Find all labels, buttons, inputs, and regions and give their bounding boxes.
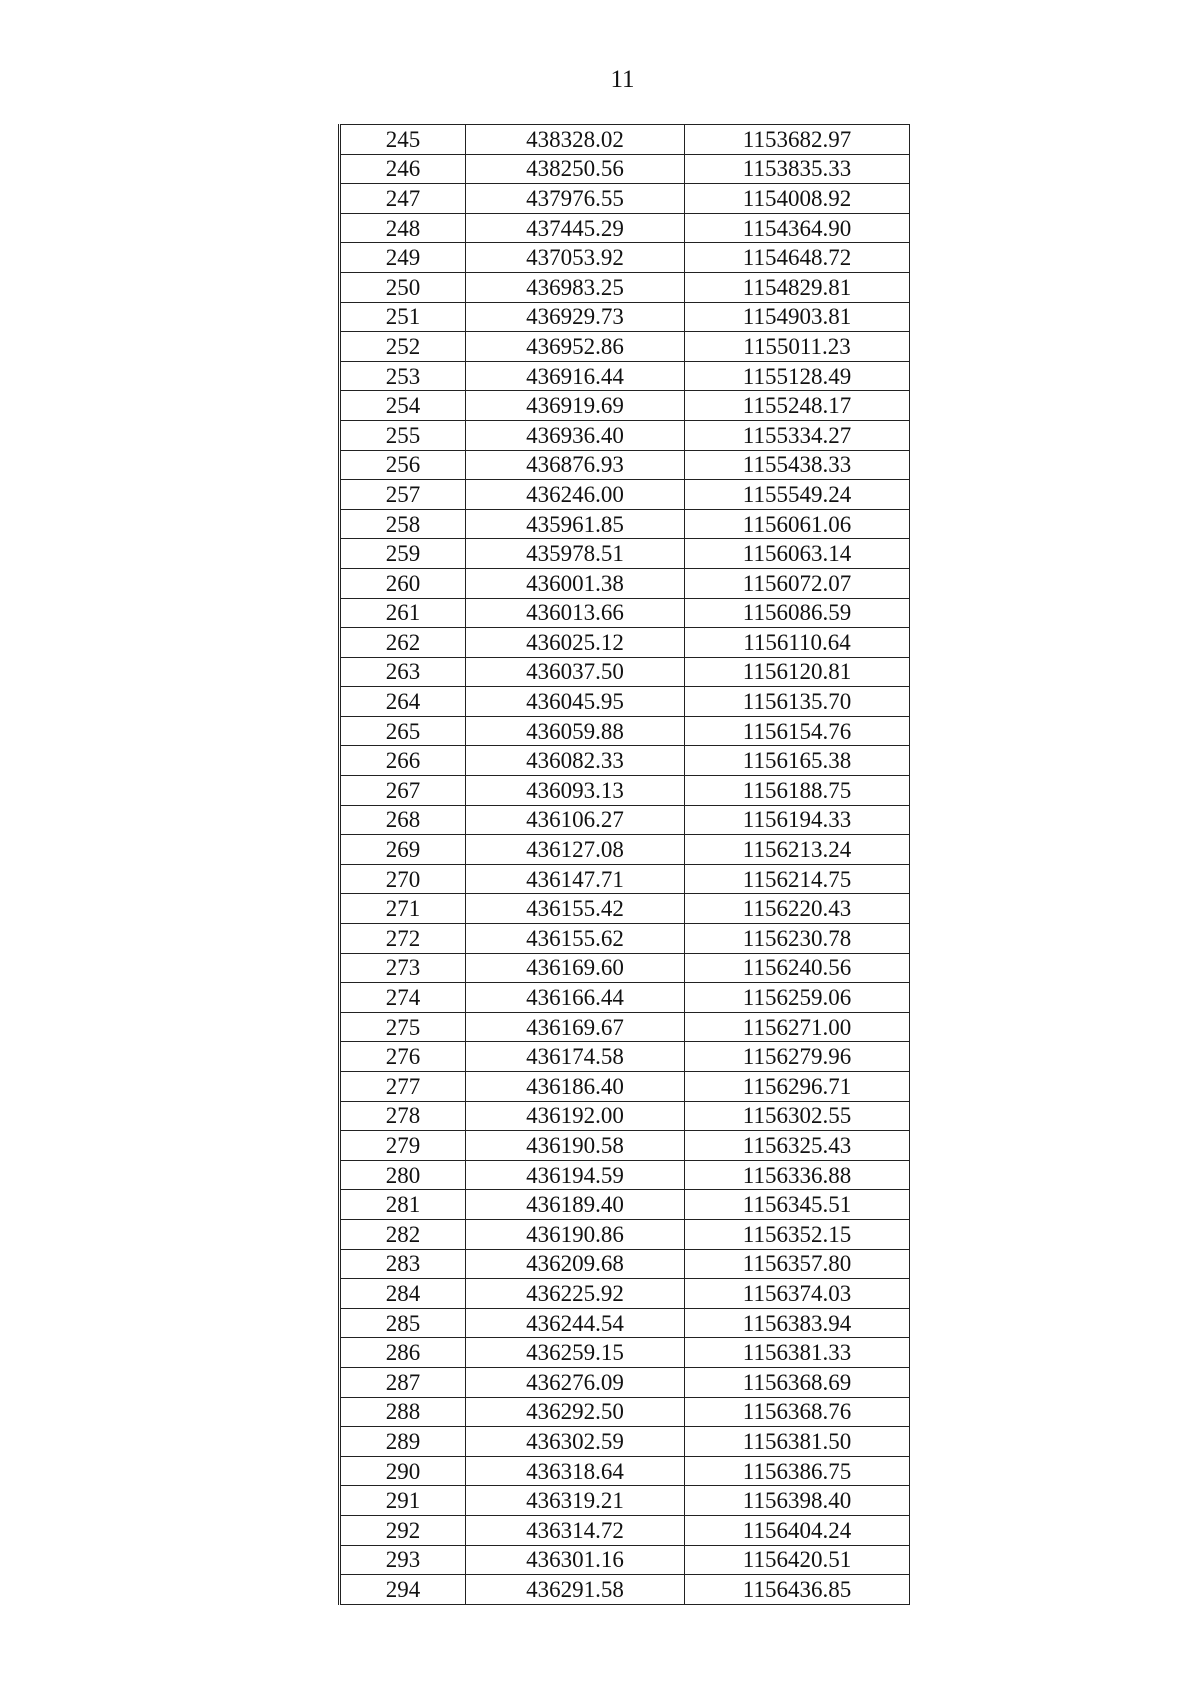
table-row [340,776,910,806]
y-coordinate-cell: 1156220.43 [685,894,910,924]
point-number-cell: 262 [340,628,466,658]
table-row [340,1249,910,1279]
point-number-cell: 287 [340,1367,466,1397]
table-row [340,302,910,332]
table-row [340,1575,910,1605]
table-row [340,628,910,658]
table-row [340,509,910,539]
x-coordinate-cell: 436186.40 [466,1072,685,1102]
table-row [340,598,910,628]
point-number-cell: 264 [340,687,466,717]
point-number-cell: 266 [340,746,466,776]
table-row [340,1486,910,1516]
point-number-cell: 256 [340,450,466,480]
point-number-cell: 292 [340,1515,466,1545]
y-coordinate-cell: 1156188.75 [685,776,910,806]
x-coordinate-cell: 436093.13 [466,776,685,806]
y-coordinate-cell: 1155011.23 [685,332,910,362]
point-number-cell: 283 [340,1249,466,1279]
table-row [340,1456,910,1486]
x-coordinate-cell: 436318.64 [466,1456,685,1486]
x-coordinate-cell: 436082.33 [466,746,685,776]
point-number-cell: 272 [340,924,466,954]
table-row [340,1131,910,1161]
point-number-cell: 275 [340,1012,466,1042]
x-coordinate-cell: 437976.55 [466,184,685,214]
y-coordinate-cell: 1154008.92 [685,184,910,214]
table-row [340,243,910,273]
x-coordinate-cell: 436319.21 [466,1486,685,1516]
point-number-cell: 257 [340,480,466,510]
y-coordinate-cell: 1156279.96 [685,1042,910,1072]
table-row [340,391,910,421]
y-coordinate-cell: 1156368.76 [685,1397,910,1427]
y-coordinate-cell: 1154829.81 [685,272,910,302]
point-number-cell: 289 [340,1427,466,1457]
y-coordinate-cell: 1156368.69 [685,1367,910,1397]
x-coordinate-cell: 436244.54 [466,1308,685,1338]
table-row [340,1101,910,1131]
y-coordinate-cell: 1156420.51 [685,1545,910,1575]
x-coordinate-cell: 436259.15 [466,1338,685,1368]
point-number-cell: 260 [340,568,466,598]
y-coordinate-cell: 1156194.33 [685,805,910,835]
point-number-cell: 258 [340,509,466,539]
page-number: 11 [610,66,635,93]
x-coordinate-cell: 436983.25 [466,272,685,302]
table-row [340,746,910,776]
x-coordinate-cell: 436302.59 [466,1427,685,1457]
point-number-cell: 285 [340,1308,466,1338]
coordinate-table [338,124,910,1605]
x-coordinate-cell: 436192.00 [466,1101,685,1131]
table-row [340,953,910,983]
table-row [340,1515,910,1545]
x-coordinate-cell: 436314.72 [466,1515,685,1545]
y-coordinate-cell: 1155549.24 [685,480,910,510]
y-coordinate-cell: 1154903.81 [685,302,910,332]
point-number-cell: 247 [340,184,466,214]
point-number-cell: 273 [340,953,466,983]
table-row [340,1279,910,1309]
x-coordinate-cell: 436194.59 [466,1160,685,1190]
x-coordinate-cell: 436246.00 [466,480,685,510]
x-coordinate-cell: 436209.68 [466,1249,685,1279]
point-number-cell: 294 [340,1575,466,1605]
x-coordinate-cell: 438328.02 [466,125,685,155]
point-number-cell: 271 [340,894,466,924]
y-coordinate-cell: 1156072.07 [685,568,910,598]
point-number-cell: 284 [340,1279,466,1309]
point-number-cell: 263 [340,657,466,687]
y-coordinate-cell: 1156381.33 [685,1338,910,1368]
y-coordinate-cell: 1156381.50 [685,1427,910,1457]
point-number-cell: 290 [340,1456,466,1486]
table-row [340,924,910,954]
point-number-cell: 279 [340,1131,466,1161]
table-row [340,805,910,835]
table-row [340,1012,910,1042]
y-coordinate-cell: 1156214.75 [685,864,910,894]
point-number-cell: 246 [340,154,466,184]
table-row [340,154,910,184]
table-row [340,568,910,598]
x-coordinate-cell: 436127.08 [466,835,685,865]
point-number-cell: 252 [340,332,466,362]
x-coordinate-cell: 436276.09 [466,1367,685,1397]
y-coordinate-cell: 1156240.56 [685,953,910,983]
table-row [340,332,910,362]
table-row [340,213,910,243]
point-number-cell: 280 [340,1160,466,1190]
table-row [340,272,910,302]
y-coordinate-cell: 1156357.80 [685,1249,910,1279]
x-coordinate-cell: 438250.56 [466,154,685,184]
point-number-cell: 251 [340,302,466,332]
x-coordinate-cell: 436190.86 [466,1219,685,1249]
y-coordinate-cell: 1156154.76 [685,716,910,746]
table-row [340,361,910,391]
y-coordinate-cell: 1156302.55 [685,1101,910,1131]
x-coordinate-cell: 436013.66 [466,598,685,628]
y-coordinate-cell: 1156271.00 [685,1012,910,1042]
y-coordinate-cell: 1156404.24 [685,1515,910,1545]
y-coordinate-cell: 1156398.40 [685,1486,910,1516]
y-coordinate-cell: 1154364.90 [685,213,910,243]
point-number-cell: 282 [340,1219,466,1249]
point-number-cell: 254 [340,391,466,421]
point-number-cell: 270 [340,864,466,894]
point-number-cell: 261 [340,598,466,628]
table-row [340,1219,910,1249]
x-coordinate-cell: 436001.38 [466,568,685,598]
point-number-cell: 268 [340,805,466,835]
x-coordinate-cell: 436147.71 [466,864,685,894]
y-coordinate-cell: 1156336.88 [685,1160,910,1190]
x-coordinate-cell: 436166.44 [466,983,685,1013]
x-coordinate-cell: 436876.93 [466,450,685,480]
x-coordinate-cell: 436190.58 [466,1131,685,1161]
y-coordinate-cell: 1156061.06 [685,509,910,539]
x-coordinate-cell: 436155.62 [466,924,685,954]
x-coordinate-cell: 436916.44 [466,361,685,391]
y-coordinate-cell: 1156383.94 [685,1308,910,1338]
x-coordinate-cell: 436919.69 [466,391,685,421]
point-number-cell: 245 [340,125,466,155]
table-row [340,1072,910,1102]
y-coordinate-cell: 1156213.24 [685,835,910,865]
y-coordinate-cell: 1156165.38 [685,746,910,776]
x-coordinate-cell: 435978.51 [466,539,685,569]
y-coordinate-cell: 1153835.33 [685,154,910,184]
y-coordinate-cell: 1155334.27 [685,420,910,450]
y-coordinate-cell: 1155438.33 [685,450,910,480]
y-coordinate-cell: 1156135.70 [685,687,910,717]
x-coordinate-cell: 436155.42 [466,894,685,924]
point-number-cell: 277 [340,1072,466,1102]
table-row [340,983,910,1013]
table-row [340,1160,910,1190]
y-coordinate-cell: 1156259.06 [685,983,910,1013]
y-coordinate-cell: 1156386.75 [685,1456,910,1486]
x-coordinate-cell: 436292.50 [466,1397,685,1427]
table-row [340,480,910,510]
table-row [340,687,910,717]
table-row [340,657,910,687]
coordinate-table-body [340,125,910,1605]
y-coordinate-cell: 1156296.71 [685,1072,910,1102]
x-coordinate-cell: 436106.27 [466,805,685,835]
table-row [340,125,910,155]
x-coordinate-cell: 436037.50 [466,657,685,687]
x-coordinate-cell: 436174.58 [466,1042,685,1072]
table-row [340,184,910,214]
table-row [340,1545,910,1575]
y-coordinate-cell: 1156110.64 [685,628,910,658]
point-number-cell: 288 [340,1397,466,1427]
table-row [340,1367,910,1397]
y-coordinate-cell: 1156120.81 [685,657,910,687]
table-row [340,1338,910,1368]
table-row [340,539,910,569]
y-coordinate-cell: 1156063.14 [685,539,910,569]
y-coordinate-cell: 1156230.78 [685,924,910,954]
y-coordinate-cell: 1153682.97 [685,125,910,155]
point-number-cell: 274 [340,983,466,1013]
x-coordinate-cell: 437445.29 [466,213,685,243]
point-number-cell: 259 [340,539,466,569]
table-row [340,1427,910,1457]
y-coordinate-cell: 1154648.72 [685,243,910,273]
point-number-cell: 276 [340,1042,466,1072]
x-coordinate-cell: 436189.40 [466,1190,685,1220]
x-coordinate-cell: 435961.85 [466,509,685,539]
point-number-cell: 265 [340,716,466,746]
point-number-cell: 250 [340,272,466,302]
point-number-cell: 253 [340,361,466,391]
y-coordinate-cell: 1156436.85 [685,1575,910,1605]
point-number-cell: 286 [340,1338,466,1368]
point-number-cell: 255 [340,420,466,450]
point-number-cell: 291 [340,1486,466,1516]
table-row [340,1190,910,1220]
x-coordinate-cell: 436301.16 [466,1545,685,1575]
table-row [340,835,910,865]
x-coordinate-cell: 436952.86 [466,332,685,362]
y-coordinate-cell: 1155248.17 [685,391,910,421]
y-coordinate-cell: 1156352.15 [685,1219,910,1249]
point-number-cell: 248 [340,213,466,243]
point-number-cell: 267 [340,776,466,806]
x-coordinate-cell: 436225.92 [466,1279,685,1309]
x-coordinate-cell: 436936.40 [466,420,685,450]
table-row [340,1308,910,1338]
y-coordinate-cell: 1155128.49 [685,361,910,391]
table-row [340,450,910,480]
point-number-cell: 293 [340,1545,466,1575]
x-coordinate-cell: 436025.12 [466,628,685,658]
y-coordinate-cell: 1156374.03 [685,1279,910,1309]
point-number-cell: 278 [340,1101,466,1131]
x-coordinate-cell: 436045.95 [466,687,685,717]
table-row [340,894,910,924]
table-row [340,420,910,450]
x-coordinate-cell: 436169.60 [466,953,685,983]
x-coordinate-cell: 436929.73 [466,302,685,332]
point-number-cell: 249 [340,243,466,273]
table-row [340,716,910,746]
point-number-cell: 269 [340,835,466,865]
y-coordinate-cell: 1156325.43 [685,1131,910,1161]
table-row [340,1042,910,1072]
x-coordinate-cell: 436291.58 [466,1575,685,1605]
table-row [340,864,910,894]
y-coordinate-cell: 1156345.51 [685,1190,910,1220]
point-number-cell: 281 [340,1190,466,1220]
table-row [340,1397,910,1427]
y-coordinate-cell: 1156086.59 [685,598,910,628]
x-coordinate-cell: 436169.67 [466,1012,685,1042]
x-coordinate-cell: 437053.92 [466,243,685,273]
x-coordinate-cell: 436059.88 [466,716,685,746]
